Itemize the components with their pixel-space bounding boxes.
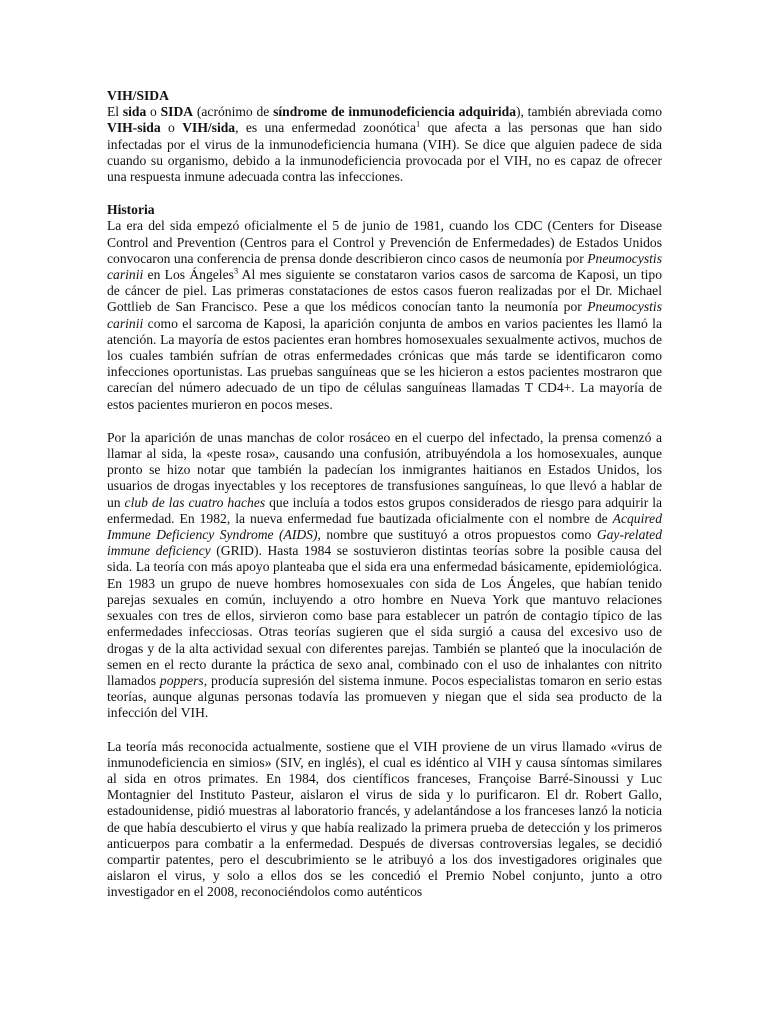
intro-text: o (160, 120, 183, 136)
italic-term: Pneumocystis carinii (107, 299, 662, 331)
spacer (107, 413, 662, 430)
intro-bold-term: SIDA (160, 104, 194, 120)
spacer (107, 185, 662, 202)
paragraph-text: Al mes siguiente se constataron varios casos de sarcoma de Kaposi, un tipo de cáncer de piel. Las primeras constataciones de estos casos fueron realizadas por el Dr. Michael Gottlieb de San Francisco. Pese a que los médicos conocían tanto la neumonía por (107, 267, 662, 315)
document-page (107, 88, 662, 901)
italic-term: Acquired Immune Deficiency Syndrome (AIDS) (107, 510, 662, 543)
italic-term: club de las cuatro haches (124, 494, 266, 510)
intro-paragraph (107, 104, 662, 185)
historia-paragraph-3 (107, 739, 662, 901)
intro-text: (acrónimo de (193, 104, 274, 120)
intro-bold-term: síndrome de inmunodeficiencia adquirida (273, 104, 516, 120)
historia-paragraph-2 (107, 430, 662, 722)
intro-text: , es una enfermedad zoonótica (235, 120, 416, 136)
intro-bold-term: VIH-sida (107, 120, 161, 136)
paragraph-text: (GRID). Hasta 1984 se sostuvieron distintas teorías sobre la posible causa del sida. La teoría con más apoyo planteaba que el sida era una enfermedad básicamente, epidemiológica. En 1983 un grupo de nueve hombres homosexuales con sida de Los Ángeles, que habían tenido parejas sexuales en común, incluyendo a otro hombre en Nueva York que mantuvo relaciones sexuales con tres de ellos, sirvieron como base para establecer un patrón de contagio típico de las enfermedades infecciosas. Otras teorías sugieren que el sida surgió a causa del excesivo uso de drogas y de la alta actividad sexual con diferentes parejas. También se planteó que la inoculación de semen en el recto durante la práctica de sexo anal, combinado con el uso de inhalantes con nitrito llamados (107, 543, 663, 688)
intro-bold-term: VIH/sida (182, 120, 236, 136)
section-heading-historia: Historia (107, 202, 155, 218)
intro-text: ), también abreviada como (516, 104, 663, 120)
paragraph-text: que incluía a todos estos grupos considerados de riesgo para adquirir la enfermedad. En 1982, la nueva enfermedad fue bautizada oficialmente con el nombre de (107, 494, 662, 526)
italic-term: Pneumocystis carinii (107, 250, 662, 283)
italic-term: Gay-related immune deficiency (107, 527, 662, 559)
paragraph-text: La era del sida empezó oficialmente el 5 de junio de 1981, cuando los CDC (Centers for Disease Control and Prevention (Centros para el Control y Prevención de Enfermedades) de Estados Unidos convocaron una conferencia de prensa donde describieron cinco casos de neumonía por (107, 218, 662, 266)
footnote-ref[interactable]: 1 (416, 118, 421, 129)
intro-bold-term: sida (122, 104, 147, 120)
italic-term: poppers (159, 672, 204, 688)
paragraph-text: Por la aparición de unas manchas de color rosáceo en el cuerpo del infectado, la prensa comenzó a llamar al sida, la «peste rosa», causando una confusión, atribuyéndola a los homosexuales, aunque pronto se hizo notar que también la padecían los inmigrantes haitianos en Estados Unidos, los usuarios de drogas inyectables y los receptores de transfusiones sanguíneas, lo que llevó a hablar de un (107, 429, 662, 510)
document-title: VIH/SIDA (107, 88, 169, 103)
intro-text: que afecta a las personas que han sido infectadas por el virus de la inmunodeficiencia humana (VIH). Se dice que alguien padece de sida cuando su organismo, debido a la inmunodeficiencia provocada por el VIH, no es capaz de ofrecer una respuesta inmune adecuada contra las infecciones. (107, 120, 663, 185)
spacer (107, 722, 662, 739)
paragraph-text: La teoría más reconocida actualmente, sostiene que el VIH proviene de un virus llamado «virus de inmunodeficiencia en simios» (SIV, en inglés), el cual es idéntico al VIH y causa síntomas similares al sida en otros primates. En 1984, dos científicos franceses, Françoise Barré-Sinoussi y Luc Montagnier del Instituto Pasteur, aislaron el virus de sida y lo purificaron. El dr. Robert Gallo, estadounidense, pidió muestras al laboratorio francés, y adelantándose a los franceses lanzó la noticia de que había descubierto el virus y que había realizado la primera prueba de detección y los primeros anticuerpos para combatir a la enfermedad. Después de diversas controversias legales, se decidió compartir patentes, pero el descubrimiento se le atribuyó a los dos investigadores originales que aislaron el virus, y solo a ellos dos se les concedió el Premio Nobel conjunto, junto a otro investigador en el 2008, reconociéndolos como auténticos (107, 738, 662, 900)
paragraph-text: como el sarcoma de Kaposi, la aparición conjunta de ambos en varios pacientes les llamó la atención. La mayoría de estos pacientes eran hombres homosexuales sexualmente activos, muchos de los cuales también sufrían de otras enfermedades crónicas que más tarde se identificaron como infecciones oportunistas. Las pruebas sanguíneas que se les hicieron a estos pacientes mostraron que carecían del número adecuado de un tipo de células sanguíneas llamadas T CD4+. La mayoría de estos pacientes murieron en pocos meses. (107, 315, 662, 412)
intro-text: o (146, 104, 161, 120)
paragraph-text: en Los Ángeles (143, 267, 234, 283)
footnote-ref[interactable]: 3 (233, 265, 239, 276)
paragraph-text: , nombre que sustituyó a otros propuestos como (317, 527, 597, 543)
paragraph-text: , producía supresión del sistema inmune. Pocos especialistas tomaron en serio estas teorías, aunque algunas personas todavía las promueven y niegan que el sida sea producto de la infección del VIH. (107, 672, 662, 721)
intro-text: El (107, 104, 123, 120)
historia-paragraph-1 (107, 218, 662, 412)
